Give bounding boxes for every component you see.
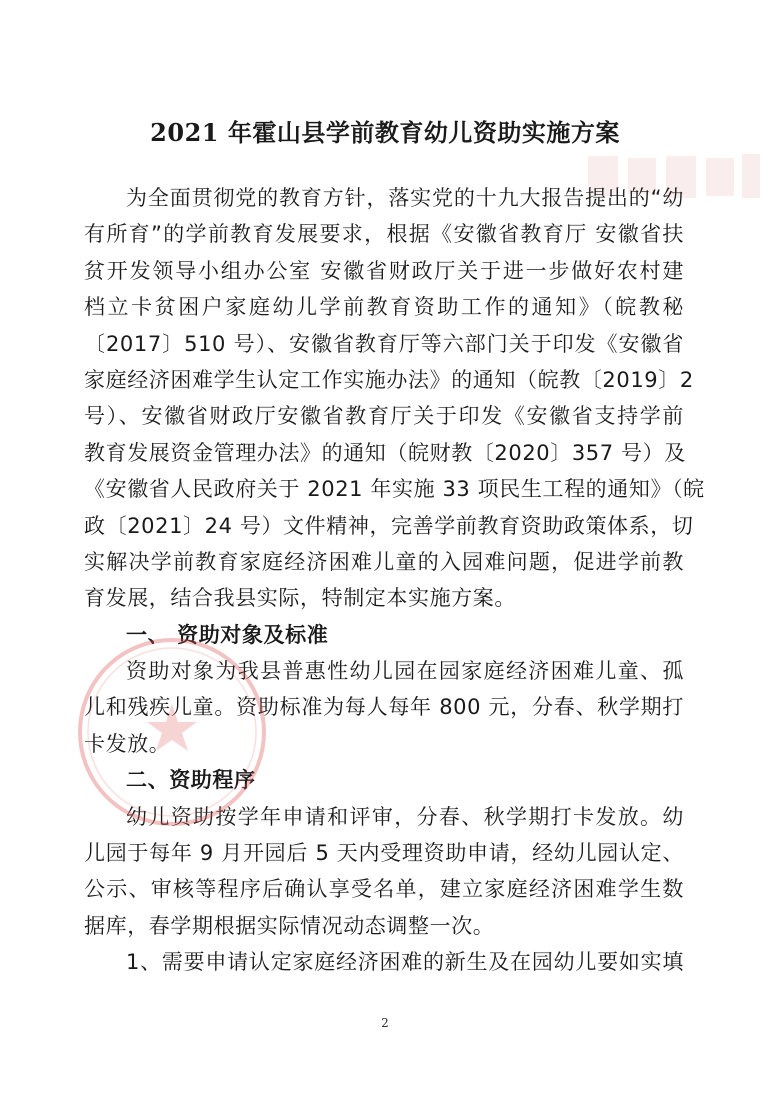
- body-line: 《安徽省人民政府关于 2021 年实施 33 项民生工程的通知》（皖: [84, 477, 705, 502]
- body-line: 儿和残疾儿童。资助标准为每人每年 800 元，分春、秋学期打: [84, 695, 684, 720]
- section-heading: 二、资助程序: [126, 768, 256, 793]
- document-title: 2021 年霍山县学前教育幼儿资助实施方案: [150, 118, 620, 147]
- body-line: 资助对象为我县普惠性幼儿园在园家庭经济困难儿童、孤: [126, 659, 684, 684]
- body-line: 育发展，结合我县实际，特制定本实施方案。: [84, 586, 516, 611]
- body-line: 有所育”的学前教育发展要求，根据《安徽省教育厅 安徽省扶: [84, 222, 684, 247]
- section-heading: 一、 资助对象及标准: [126, 622, 329, 647]
- body-line: 贫开发领导小组办公室 安徽省财政厅关于进一步做好农村建: [84, 258, 684, 283]
- body-line: 1、需要申请认定家庭经济困难的新生及在园幼儿要如实填: [126, 950, 684, 975]
- body-line: 据库，春学期根据实际情况动态调整一次。: [84, 913, 495, 938]
- body-line: 政〔2021〕24 号）文件精神，完善学前教育资助政策体系，切: [84, 513, 694, 538]
- page-number: 2: [381, 1016, 389, 1030]
- body-line: 号）、安徽省财政厅安徽省教育厅关于印发《安徽省支持学前: [84, 404, 684, 429]
- body-line: 为全面贯彻党的教育方针，落实党的十九大报告提出的“幼: [126, 186, 684, 210]
- body-line: 实解决学前教育家庭经济困难儿童的入园难问题，促进学前教: [84, 549, 684, 574]
- document-body: [84, 180, 705, 981]
- body-line: 档立卡贫困户家庭幼儿学前教育资助工作的通知》（皖教秘: [84, 295, 684, 320]
- body-line: 卡发放。: [84, 731, 171, 756]
- body-line: 教育发展资金管理办法》的通知（皖财教〔2020〕357 号）及: [84, 440, 686, 465]
- body-line: 幼儿资助按学年申请和评审，分春、秋学期打卡发放。幼: [126, 804, 684, 829]
- body-line: 家庭经济困难学生认定工作实施办法》的通知（皖教〔2019〕2: [84, 367, 694, 392]
- body-line: 〔2017〕510 号）、安徽省教育厅等六部门关于印发《安徽省: [84, 331, 684, 356]
- body-line: 公示、审核等程序后确认享受名单，建立家庭经济困难学生数: [84, 877, 684, 902]
- body-line: 儿园于每年 9 月开园后 5 天内受理资助申请，经幼儿园认定、: [84, 841, 684, 866]
